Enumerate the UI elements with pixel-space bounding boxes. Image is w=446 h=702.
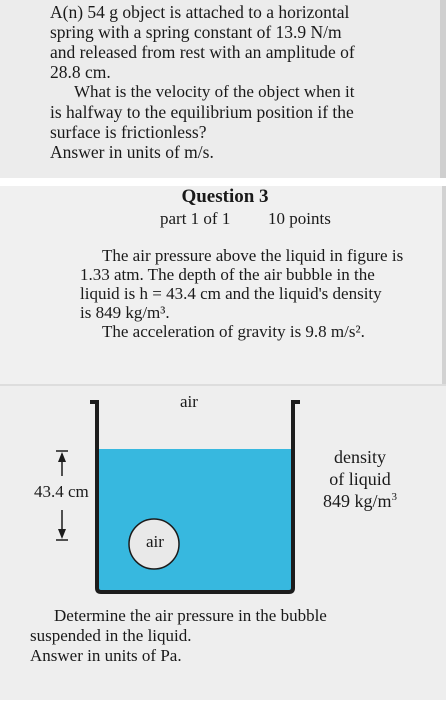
question-3-line-1: The air pressure above the liquid in figure is (102, 246, 404, 265)
air-bubble-label: air (146, 532, 164, 551)
question-3-line-3: liquid is h = 43.4 cm and the liquid's density (80, 284, 382, 303)
question-3-body (80, 246, 426, 341)
question-part: part 1 of 1 (160, 209, 231, 228)
liquid-fill (97, 449, 293, 590)
problem-1-question-1: What is the velocity of the object when it (74, 82, 355, 101)
figure-question-line-2: suspended in the liquid. (30, 626, 192, 645)
figure-question-line-1: Determine the air pressure in the bubble (54, 606, 327, 625)
density-value (310, 490, 410, 512)
gravity-line: The acceleration of gravity is 9.8 m/s². (102, 322, 365, 341)
figure-question (30, 606, 430, 666)
air-above-label: air (180, 392, 198, 411)
figure-panel (0, 384, 446, 700)
problem-1-line-2: spring with a spring constant of 13.9 N/m (50, 22, 342, 42)
depth-label: 43.4 cm (34, 482, 89, 501)
density-line-1: density (334, 447, 386, 467)
problem-1-answer-units: Answer in units of m/s. (50, 142, 214, 162)
question-3-line-4: is 849 kg/m³. (80, 303, 170, 322)
question-3-line-2: 1.33 atm. The depth of the air bubble in the (80, 265, 375, 284)
question-points: 10 points (268, 209, 331, 228)
figure-answer-units: Answer in units of Pa. (30, 646, 182, 665)
problem-1-line-1: A(n) 54 g object is attached to a horizontal (50, 2, 350, 22)
problem-1-line-4: 28.8 cm. (50, 62, 111, 82)
panel-divider (0, 178, 446, 186)
density-line-2: of liquid (329, 469, 391, 489)
problem-1-line-3: and released from rest with an amplitude of (50, 42, 355, 62)
density-label (310, 446, 410, 512)
problem-1-question-2: is halfway to the equilibrium position if the (50, 102, 354, 122)
problem-1-question-3: surface is frictionless? (50, 122, 207, 142)
problem-1-panel (0, 0, 446, 178)
question-title: Question 3 (181, 186, 269, 207)
density-exponent: 3 (391, 491, 397, 503)
density-value-text: 849 kg/m (322, 491, 392, 511)
question-3-panel (0, 186, 446, 384)
